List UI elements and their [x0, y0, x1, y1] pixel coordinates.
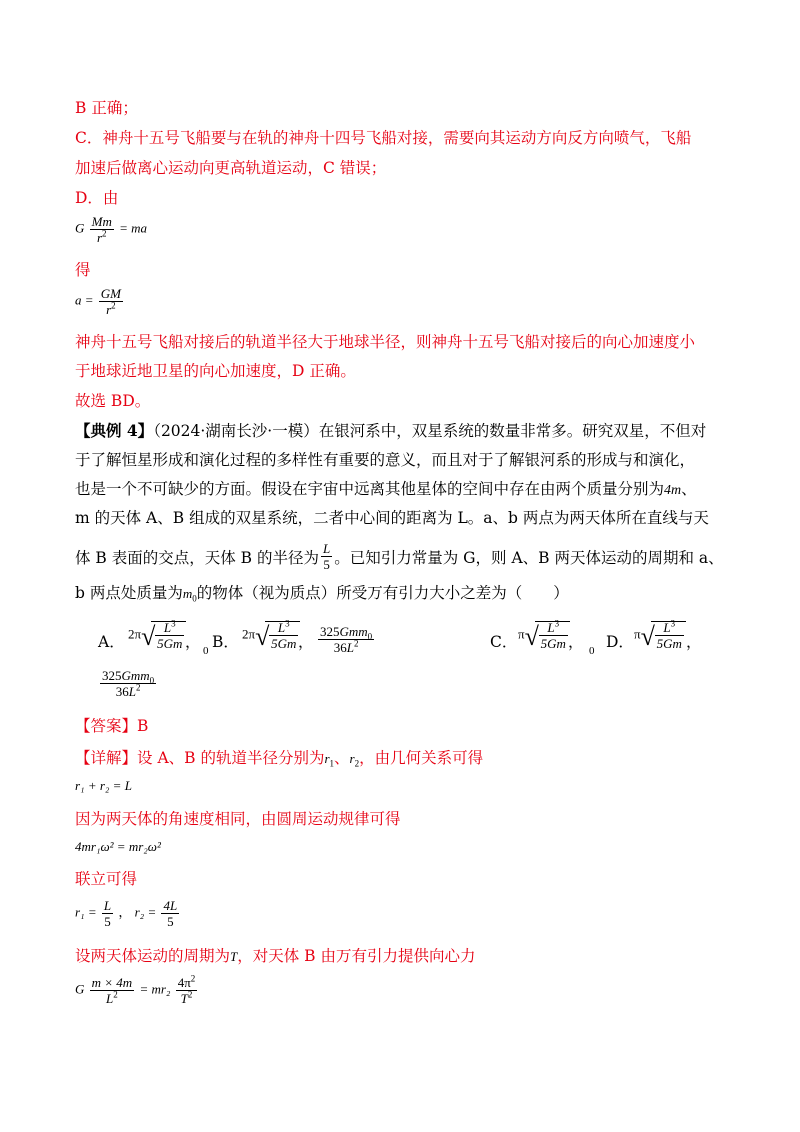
detail-line2: 因为两天体的角速度相同，由圆周运动规律可得: [75, 810, 401, 828]
example-tag: 【典例 4】: [75, 421, 154, 440]
formula-period: G $\frac{m \times 4m}{L^2}$ = mr₂ $\frac{4\pi^2}{T^2}$: [75, 973, 196, 1006]
option-d-analysis-line1: 神舟十五号飞船对接后的轨道半径大于地球半径，则神舟十五号飞船对接后的向心加速度小: [75, 333, 696, 351]
b-correct-line: B 正确；: [75, 99, 138, 117]
example-line4: m 的天体 A、B 组成的双星系统，二者中心间的距离为 L。a、b 两点为两天体所在直线与天: [75, 509, 709, 527]
option-c-analysis-line2: 加速后做离心运动向更高轨道运动，C 错误；: [75, 159, 387, 177]
answer-line: [75, 716, 148, 736]
option-b-label: B．: [212, 633, 239, 651]
detail-line3: 联立可得: [75, 870, 138, 888]
formula-angular: 4mr₁ω² = mr₂ω²: [75, 839, 161, 854]
detail-label: 【详解】: [75, 749, 138, 767]
option-d-intro: D．由: [75, 189, 119, 207]
formula-radius-sum: r₁ + r₂ = L: [75, 778, 132, 793]
option-d-analysis-line2: 于地球近地卫星的向心加速度，D 正确。: [75, 362, 356, 380]
option-c-formula: π √ $\frac{L^3}{5Gm}$: [518, 620, 570, 651]
detail-line1: 【详解】设 A、B 的轨道半径分别为$r_1$、$r_2$，由几何关系可得: [75, 749, 484, 769]
option-d-formula: π √ $\frac{L^3}{5Gm}$: [634, 620, 686, 651]
example-line2: 于了解恒星形成和演化过程的多样性有重要的意义，而且对于了解银河系的形成与和演化，: [75, 451, 696, 469]
formula-gravity-ma: G $\frac{Mm}{r^2}$ = ma: [75, 214, 148, 245]
option-a-formula: 2π √ $\frac{L^3}{5Gm}$: [128, 620, 186, 651]
option-d-force: $\frac{325Gmm_0}{36L^2}$: [102, 668, 155, 699]
answer-value: B: [137, 717, 149, 735]
example-line1: 【典例 4】（2024·湖南长沙·一模）在银河系中，双星系统的数量非常多。研究双星，不但对: [75, 421, 707, 440]
option-c-analysis-line1: C．神舟十五号飞船要与在轨的神舟十四号飞船对接，需要向其运动方向反方向喷气，飞船: [75, 129, 692, 147]
option-c-label: C．: [490, 633, 518, 651]
document-page: B 正确； C．神舟十五号飞船要与在轨的神舟十四号飞船对接，需要向其运动方向反方向喷气，飞船 加速后做离心运动向更高轨道运动，C 错误； D．由 G $\frac{Mm}{r^2}$ = ma 得 a = $\frac{GM}{r^2}$ 神舟十五号飞船对接后的轨道半径大于地球半径，则神舟十五号飞船对接后的向心加速度小 于地球近地卫星的向心加速度，D 正确。 故选 BD。 【典例 4】（2024·湖南长沙·一模）在银河系中，双星系统的数量非常多。研究双星，不但对 于了解恒星形成和演化过程的多样性有重要的意义，而且对于了解银河系的形成与和演化， 也是一个不可缺少的方面。假设在宇宙中远离其他星体的空间中存在由两个质量分别为4m、 m 的天体 A、B 组成的双星系统，二者中心间的距离为 L。a、b 两点为两天体所在直线与天 体 B 表面的交点，天体 B 的半径为 $\frac{L}{5}$ 。已知引力常量为 G，则 A、B 两天体运动的周期和 a、 b 两点处质量为$m_0$的物体（视为质点）所受万有引力大小之差为（ ） A． 2π √ $\frac{L^3}{5Gm}$ ， 0 B． 2π √ $\frac{L^3}{5Gm}$ ， $\frac{325Gmm_0}{36L^2}$ C． π √ $\frac{L^3}{5Gm}$ ， 0 D． π √ $\frac{L^3}{5Gm}$ ， $\frac{325Gmm_0}{36L^2}$ 【答案】B 【详解】设 A、B 的轨道半径分别为$r_1$、$r_2$，由几何关系可得 r₁ + r₂ = L 因为两天体的角速度相同，由圆周运动规律可得 4mr₁ω² = mr₂ω² 联立可得 r₁ = $\frac{L}{5}$ ， r₂ = $\frac{4L}{5}$ 设两天体运动的周期为T，对天体 B 由万有引力提供向心力 G $\frac{m \times 4m}{L^2}$ = mr₂ $\frac{4\pi^2}{T^2}$: [75, 99, 724, 1006]
option-b-force: $\frac{325Gmm_0}{36L^2}$: [320, 624, 373, 655]
example-line3: 也是一个不可缺少的方面。假设在宇宙中远离其他星体的空间中存在由两个质量分别为4m、: [75, 480, 697, 498]
option-a-label: A．: [98, 633, 125, 651]
formula-radii-values: r₁ = $\frac{L}{5}$ ， r₂ = $\frac{4L}{5}$: [75, 898, 178, 929]
de-line: 得: [75, 261, 91, 279]
option-d-label: D．: [606, 633, 634, 651]
formula-acceleration: a = $\frac{GM}{r^2}$: [75, 286, 121, 317]
choose-bd-line: 故选 BD。: [75, 392, 151, 410]
example-line6: b 两点处质量为$m_0$的物体（视为质点）所受万有引力大小之差为（ ）: [75, 584, 569, 604]
detail-line4: 设两天体运动的周期为T，对天体 B 由万有引力提供向心力: [75, 947, 476, 965]
answer-label: 【答案】: [75, 717, 138, 735]
option-b-formula: 2π √ $\frac{L^3}{5Gm}$: [242, 620, 300, 651]
example-line5: 体 B 表面的交点，天体 B 的半径为 $\frac{L}{5}$ 。已知引力常量为 G，则 A、B 两天体运动的周期和 a、: [75, 541, 724, 572]
